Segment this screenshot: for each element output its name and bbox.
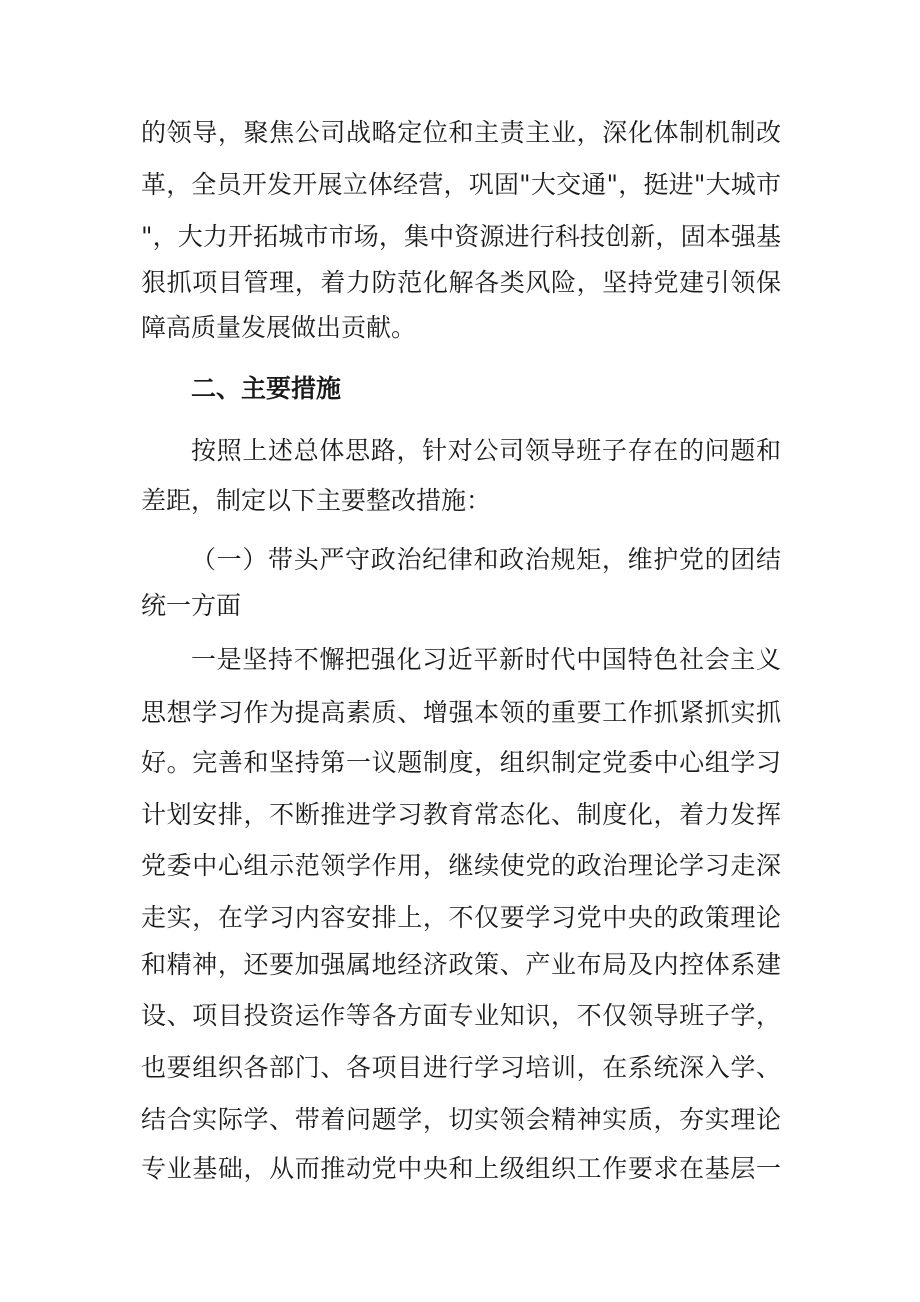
subheading-line: 统一方面: [141, 591, 242, 620]
paragraph-line: 革，全员开发开展立体经营，巩固"大交通"，挺进"大城市: [141, 170, 781, 199]
section-heading: 二、主要措施: [191, 374, 342, 403]
subheading-line: （一）带头严守政治纪律和政治规矩，维护党的团结: [191, 545, 781, 574]
paragraph-line: 差距，制定以下主要整改措施：: [141, 486, 492, 515]
paragraph-line: 也要组织各部门、各项目进行学习培训，在系统深入学、: [141, 1053, 781, 1082]
paragraph-line: 和精神，还要加强属地经济政策、产业布局及内控体系建: [141, 950, 781, 979]
paragraph-line: 好。完善和坚持第一议题制度，组织制定党委中心组学习: [141, 748, 781, 777]
paragraph-line: 结合实际学、带着问题学，切实领会精神实质，夯实理论: [141, 1105, 781, 1134]
paragraph-line: 走实，在学习内容安排上，不仅要学习党中央的政策理论: [141, 903, 781, 932]
paragraph-line: 计划安排，不断推进学习教育常态化、制度化，着力发挥: [141, 800, 781, 829]
paragraph-line: 专业基础，从而推动党中央和上级组织工作要求在基层一: [141, 1154, 781, 1183]
paragraph-line: 设、项目投资运作等各方面专业知识，不仅领导班子学，: [141, 1001, 781, 1030]
paragraph-line: 按照上述总体思路，针对公司领导班子存在的问题和: [191, 436, 781, 465]
paragraph-line: 一是坚持不懈把强化习近平新时代中国特色社会主义: [191, 645, 781, 674]
paragraph-line: 党委中心组示范领学作用，继续使党的政治理论学习走深: [141, 851, 781, 880]
paragraph-line: "，大力开拓城市市场，集中资源进行科技创新，固本强基: [141, 222, 781, 251]
paragraph-line: 障高质量发展做出贡献。: [141, 313, 417, 342]
paragraph-line: 的领导，聚焦公司战略定位和主责主业，深化体制机制改: [141, 118, 781, 147]
paragraph-line: 狠抓项目管理，着力防范化解各类风险，坚持党建引领保: [141, 268, 781, 297]
paragraph-line: 思想学习作为提高素质、增强本领的重要工作抓紧抓实抓: [141, 698, 781, 727]
